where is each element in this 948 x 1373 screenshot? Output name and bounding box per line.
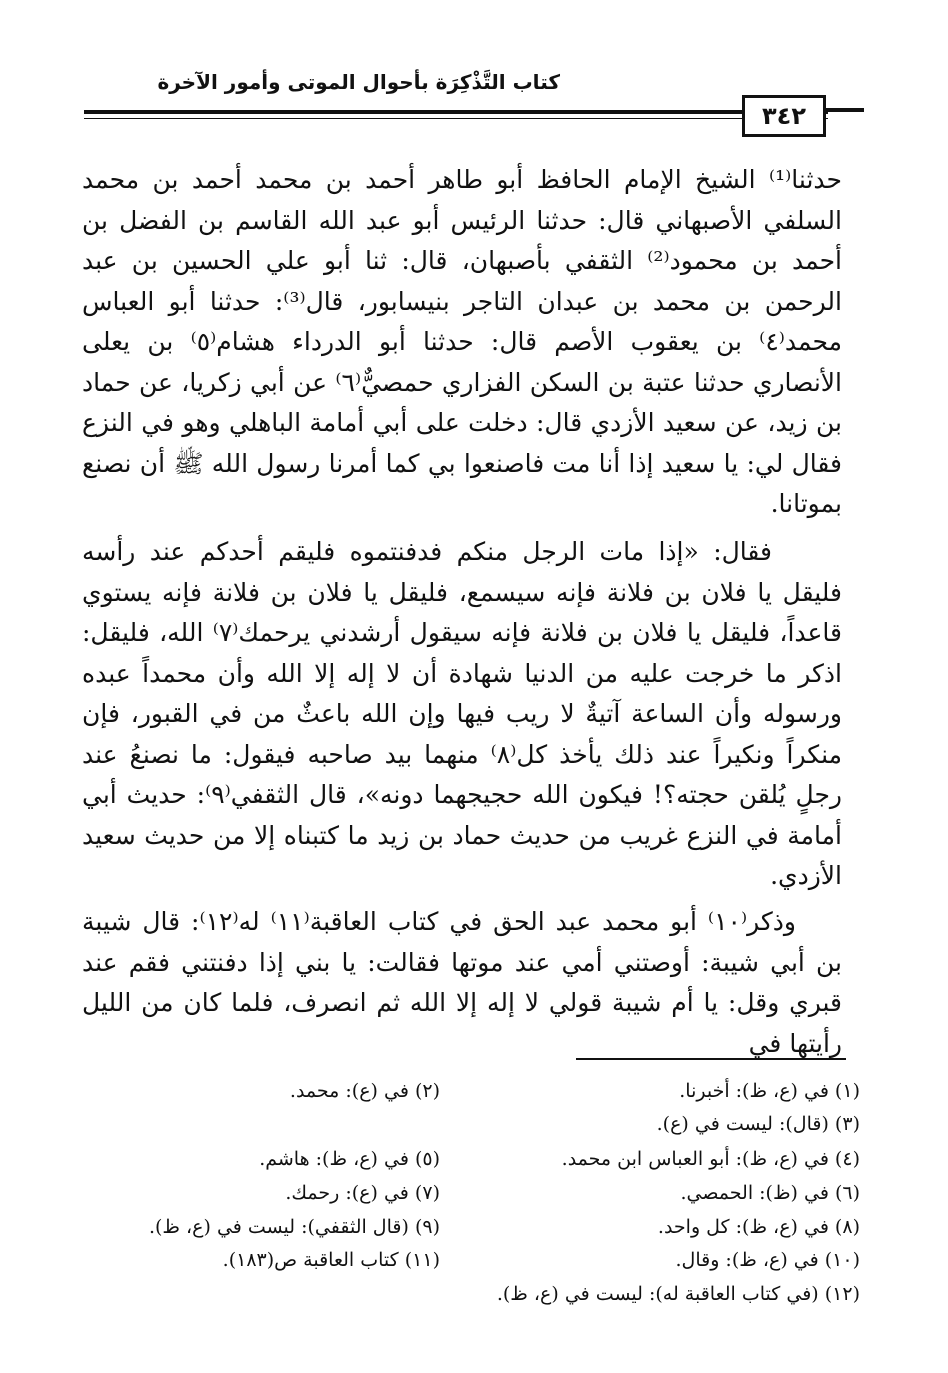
- paragraph-3: وذكر⁽١٠⁾ أبو محمد عبد الحق في كتاب العاقبة⁽١١⁾ له⁽١٢⁾: قال شيبة بن أبي شيبة: أوصتني أمي عند موتها فقالت: يا بني إذا دفنتني فقم عند قبري وقل: يا أم شيبة قولي لا إله إلا الله ثم انصرف، فلما كان من الليل رأيتها في: [82, 907, 842, 1058]
- footnote-3: (٣) (قال): ليست في (ع).: [656, 1113, 860, 1135]
- header-rule-thin: [84, 118, 828, 119]
- footnote-11: (١١) كتاب العاقبة ص(١٨٣).: [222, 1249, 440, 1271]
- header-rule: [84, 110, 828, 114]
- paragraph-1: حدثنا⁽¹⁾ الشيخ الإمام الحافظ أبو طاهر أحمد بن محمد أحمد بن محمد السلفي الأصبهاني قال: حدثنا الرئيس أبو عبد الله القاسم بن الفضل بن أحمد بن محمود⁽²⁾ الثقفي بأصبهان، قال: ثنا أبو علي الحسين بن عبد الرحمن بن محمد بن عبدان التاجر بنيسابور، قال⁽³⁾: حدثنا أبو العباس محمد⁽٤⁾ بن يعقوب الأصم قال: حدثنا أبو الدرداء هشام⁽٥⁾ بن يعلى الأنصاري حدثنا عتبة بن السكن الفزاري حمصيٌّ⁽٦⁾ عن أبي زكريا، عن حماد بن زيد، عن سعيد الأزدي قال: دخلت على أبي أمامة الباهلي وهو في النزع فقال لي: يا سعيد إذا أنا مت فاصنعوا بي كما أمرنا رسول الله ﷺ أن نصنع بموتانا.: [82, 165, 843, 518]
- footnote-2: (٢) في (ع): محمد.: [289, 1080, 440, 1102]
- footnote-10: (١٠) في (ع، ظ): وقال.: [675, 1249, 860, 1271]
- page-number-rule: [824, 108, 864, 112]
- footnote-7: (٧) في (ع): رحمك.: [285, 1182, 440, 1204]
- running-title: كتاب التَّذْكِرَة بأحوال الموتى وأمور الآخرة: [157, 70, 560, 94]
- footnote-8: (٨) في (ع، ظ): كل واحد.: [657, 1216, 860, 1238]
- footnote-separator: [576, 1058, 846, 1060]
- footnote-12: (١٢) (في كتاب العاقبة له): ليست في (ع، ظ).: [496, 1283, 860, 1305]
- footnote-4: (٤) في (ع، ظ): أبو العباس ابن محمد.: [561, 1148, 860, 1170]
- footnote-9: (٩) (قال الثقفي): ليست في (ع، ظ).: [148, 1216, 440, 1238]
- footnote-5: (٥) في (ع، ظ): هاشم.: [259, 1148, 440, 1170]
- page-number: ٣٤٢: [742, 95, 826, 137]
- paragraph-2: فقال: «إذا مات الرجل منكم فدفنتموه فليقم أحدكم عند رأسه فليقل يا فلان بن فلانة فإنه سيسمع، فليقل يا فلان بن فلانة فإنه يستوي قاعداً، فليقل يا فلان بن فلانة فإنه سيقول أرشدني يرحمك⁽٧⁾ الله، فليقل: اذكر ما خرجت عليه من الدنيا شهادة أن لا إله إلا الله وأن محمداً عبده ورسوله وأن الساعة آتيةٌ لا ريب فيها وإن الله باعثٌ من في القبور، فإن منكراً ونكيراً عند ذلك يأخذ كل⁽٨⁾ منهما بيد صاحبه فيقول: ما نصنعُ عند رجلٍ يُلقن حجته؟! فيكون الله حجيجهما دونه»، قال الثقفي⁽٩⁾: حديث أبي أمامة في النزع غريب من حديث حماد بن زيد ما كتبناه إلا من حديث سعيد الأزدي.: [82, 537, 842, 890]
- footnote-1: (١) في (ع، ظ): أخبرنا.: [679, 1080, 860, 1102]
- footnote-6: (٦) في (ظ): الحمصي.: [680, 1182, 860, 1204]
